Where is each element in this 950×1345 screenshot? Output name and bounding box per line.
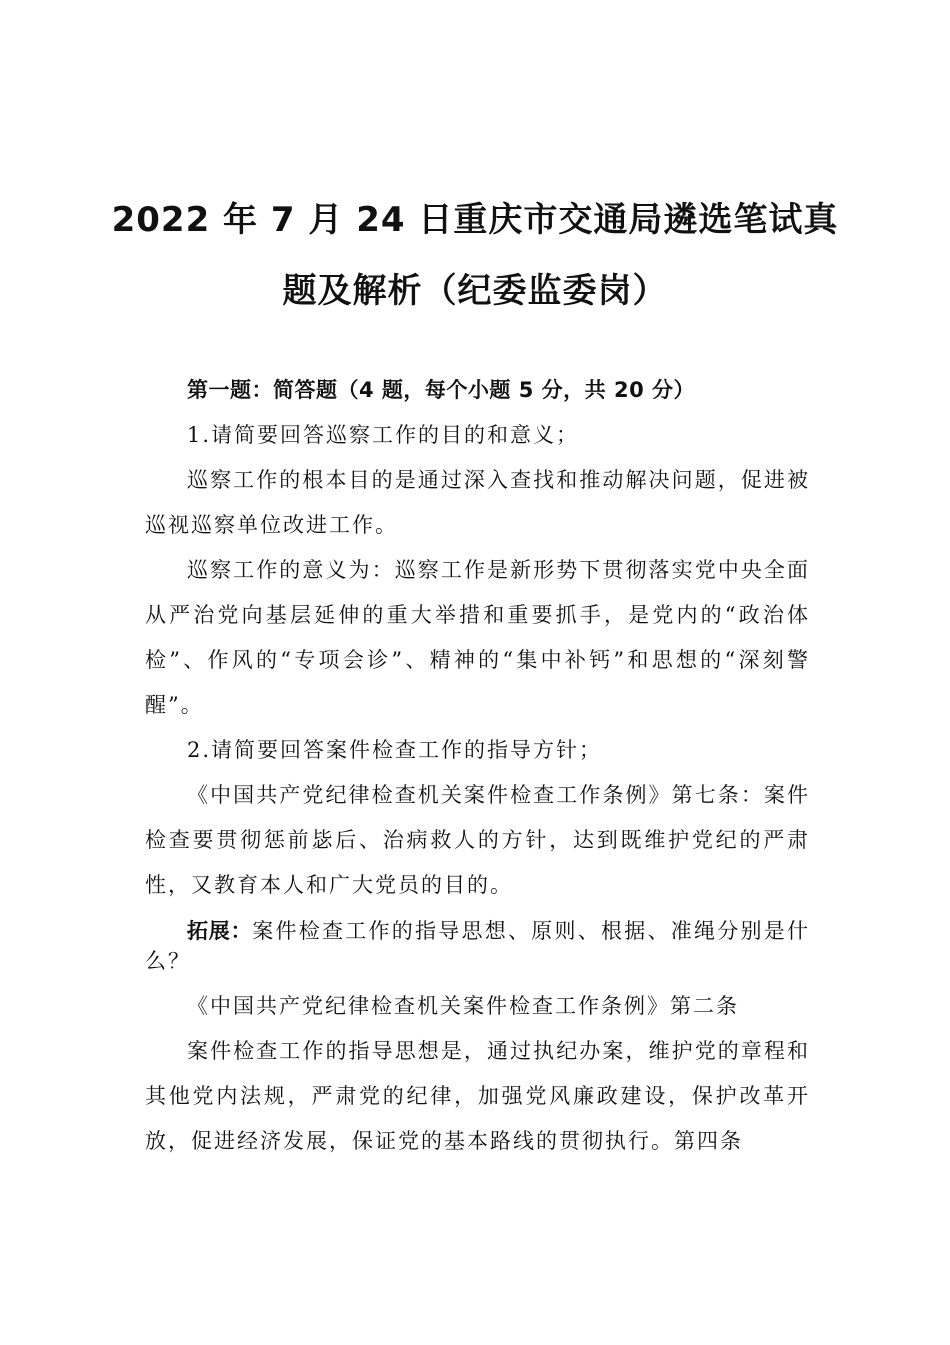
document-title-line2: 题及解析（纪委监委岗） (282, 271, 668, 311)
extension-label: 拓展： (187, 919, 253, 943)
answer-paragraph-1: 巡察工作的根本目的是通过深入查找和推动解决问题，促进被巡视巡察单位改进工作。 (145, 468, 810, 537)
answer-paragraph-3: 《中国共产党纪律检查机关案件检查工作条例》第七条：案件检查要贯彻惩前毖后、治病救人的方针，达到既维护党纪的严肃性，又教育本人和广大党员的目的。 (145, 783, 810, 897)
document-title-line1: 2022 年 7 月 24 日重庆市交通局遴选笔试真 (111, 200, 839, 240)
document-body (145, 368, 810, 1164)
extension-text: 案件检查工作的指导思想、原则、根据、准绳分别是什么？ (145, 919, 810, 973)
answer-paragraph-2: 巡察工作的意义为：巡察工作是新形势下贯彻落实党中央全面从严治党向基层延伸的重大举措和重要抓手，是党内的“政治体检”、作风的“专项会诊”、精神的“集中补钙”和思想的“深刻警醒”。 (145, 558, 810, 717)
extension-paragraph (145, 916, 810, 976)
question-1: 1.请简要回答巡察工作的目的和意义； (187, 423, 580, 447)
answer-paragraph-4: 《中国共产党纪律检查机关案件检查工作条例》第二条 (187, 994, 739, 1018)
answer-paragraph-5: 案件检查工作的指导思想是，通过执纪办案，维护党的章程和其他党内法规，严肃党的纪律，加强党风廉政建设，保护改革开放，促进经济发展，保证党的基本路线的贯彻执行。第四条 (145, 1039, 810, 1153)
question-2: 2.请简要回答案件检查工作的指导方针； (187, 738, 603, 762)
section-heading: 第一题：简答题（4 题，每个小题 5 分，共 20 分） (187, 378, 696, 402)
